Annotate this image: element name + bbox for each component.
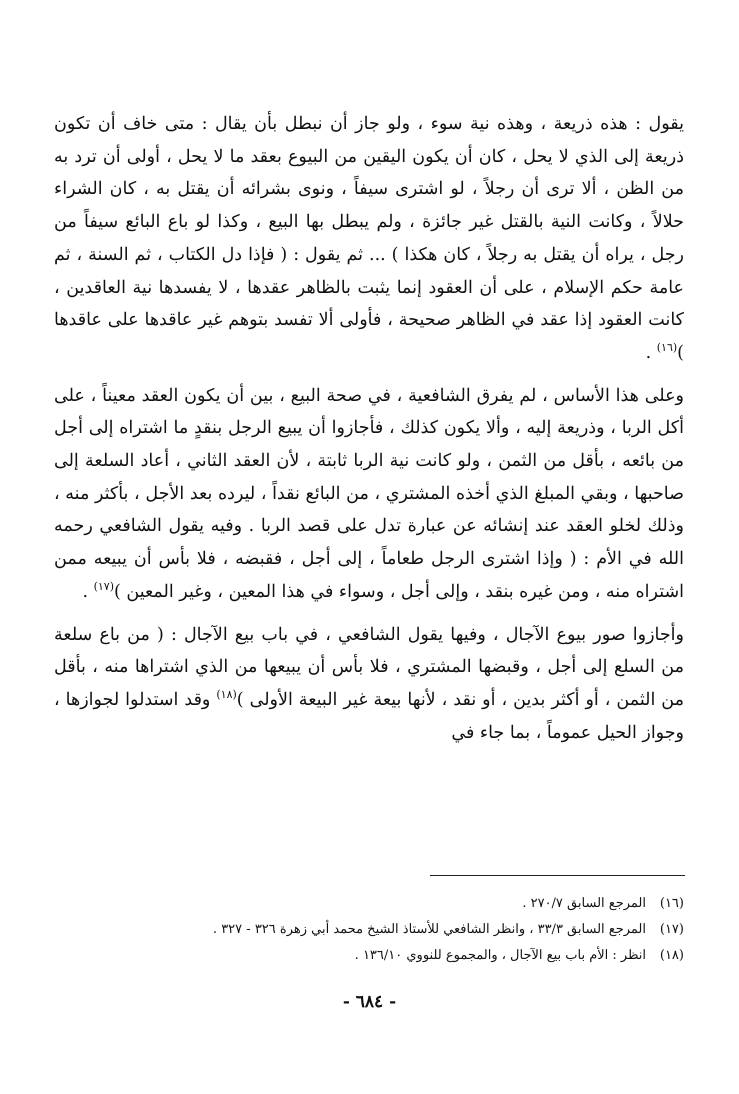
footnote: [54, 917, 684, 943]
footnote-text: انظر : الأم باب بيع الآجال ، والمجموع للنووي ١٣٦/١٠ .: [354, 948, 646, 963]
page-number: - ٦٨٤ -: [342, 992, 397, 1012]
footnote-text: المرجع السابق ٢٧٠/٧ .: [522, 896, 646, 911]
footnote-divider: [430, 875, 685, 876]
footnotes: [54, 891, 684, 969]
paragraph: يقول : هذه ذريعة ، وهذه نية سوء ، ولو جاز أن نبطل بأن يقال : متى خاف أن تكون ذريعة إلى الذي لا يحل ، كان أن يكون اليقين من البيوع بعقد ما لا يحل ، أولى أن ترد به من الظن ، ألا ترى أن رجلاً ، لو اشترى سيفاً ، ونوى بشرائه أن يقتل به ، كان الشراء حلالاً ، وكانت النية بالقتل غير جائزة ، ولم يبطل بها البيع ، وكذا لو باع البائع سيفاً من رجل ، يراه أن يقتل به رجلاً ، كان هكذا ) ... ثم يقول : ( فإذا دل الكتاب ، ثم السنة ، ثم عامة حكم الإسلام ، على أن العقود إنما يثبت بالظاهر عقدها ، لا يفسدها نية العاقدين ، كانت العقود إذا عقد في الظاهر صحيحة ، فأولى ألا تفسد بتوهم غير عاقدها على عاقدها )$^{(١٦)}$ .: [54, 114, 684, 363]
footnote: [54, 943, 684, 969]
footnote-text: المرجع السابق ٣٣/٣ ، وانظر الشافعي للأستاذ الشيخ محمد أبي زهرة ٣٢٦ - ٣٢٧ .: [212, 922, 646, 937]
paragraph: وعلى هذا الأساس ، لم يفرق الشافعية ، في صحة البيع ، بين أن يكون العقد معيناً ، على أكل الربا ، وذريعة إليه ، وألا يكون كذلك ، فأجازوا أن يبيع الرجل بنقدٍ ما اشتراه إلى أجل من بائعه ، بأقل من الثمن ، ولو كانت نية الربا ثابتة ، لأن العقد الثاني ، أعاد السلعة إلى صاحبها ، وبقي المبلغ الذي أخذه المشتري ، من البائع نقداً ، ليرده بعد الأجل ، بأكثر منه ، وذلك لخلو العقد عند إنشائه عن عبارة تدل على قصد الربا . وفيه يقول الشافعي رحمه الله في الأم : ( وإذا اشترى الرجل طعاماً ، إلى أجل ، فقبضه ، فلا بأس أن يبيعه ممن اشتراه منه ، ومن غيره بنقد ، وإلى أجل ، وسواء في هذا المعين ، وغير المعين )$^{(١٧)}$ .: [54, 385, 684, 602]
footnote-number: (١٧): [659, 922, 684, 937]
footnote-ref[interactable]: (١٧): [93, 580, 114, 594]
paragraph: وأجازوا صور بيوع الآجال ، وفيها يقول الشافعي ، في باب بيع الآجال : ( من باع سلعة من السلع إلى أجل ، وقبضها المشتري ، فلا بأس أن يبيعها من الذي اشتراها منه ، بأقل من الثمن ، أو أكثر بدين ، أو نقد ، لأنها بيعة غير البيعة الأولى )$^{(١٨)}$ وقد استدلوا لجوازها ، وجواز الحيل عموماً ، بما جاء في: [54, 624, 685, 743]
footnote-number: (١٦): [659, 896, 684, 911]
body-text: [54, 108, 684, 759]
footnote: [54, 891, 684, 917]
footnote-ref[interactable]: (١٦): [656, 341, 678, 355]
footnote-ref[interactable]: (١٨): [216, 688, 237, 702]
footnote-number: (١٨): [659, 948, 684, 963]
